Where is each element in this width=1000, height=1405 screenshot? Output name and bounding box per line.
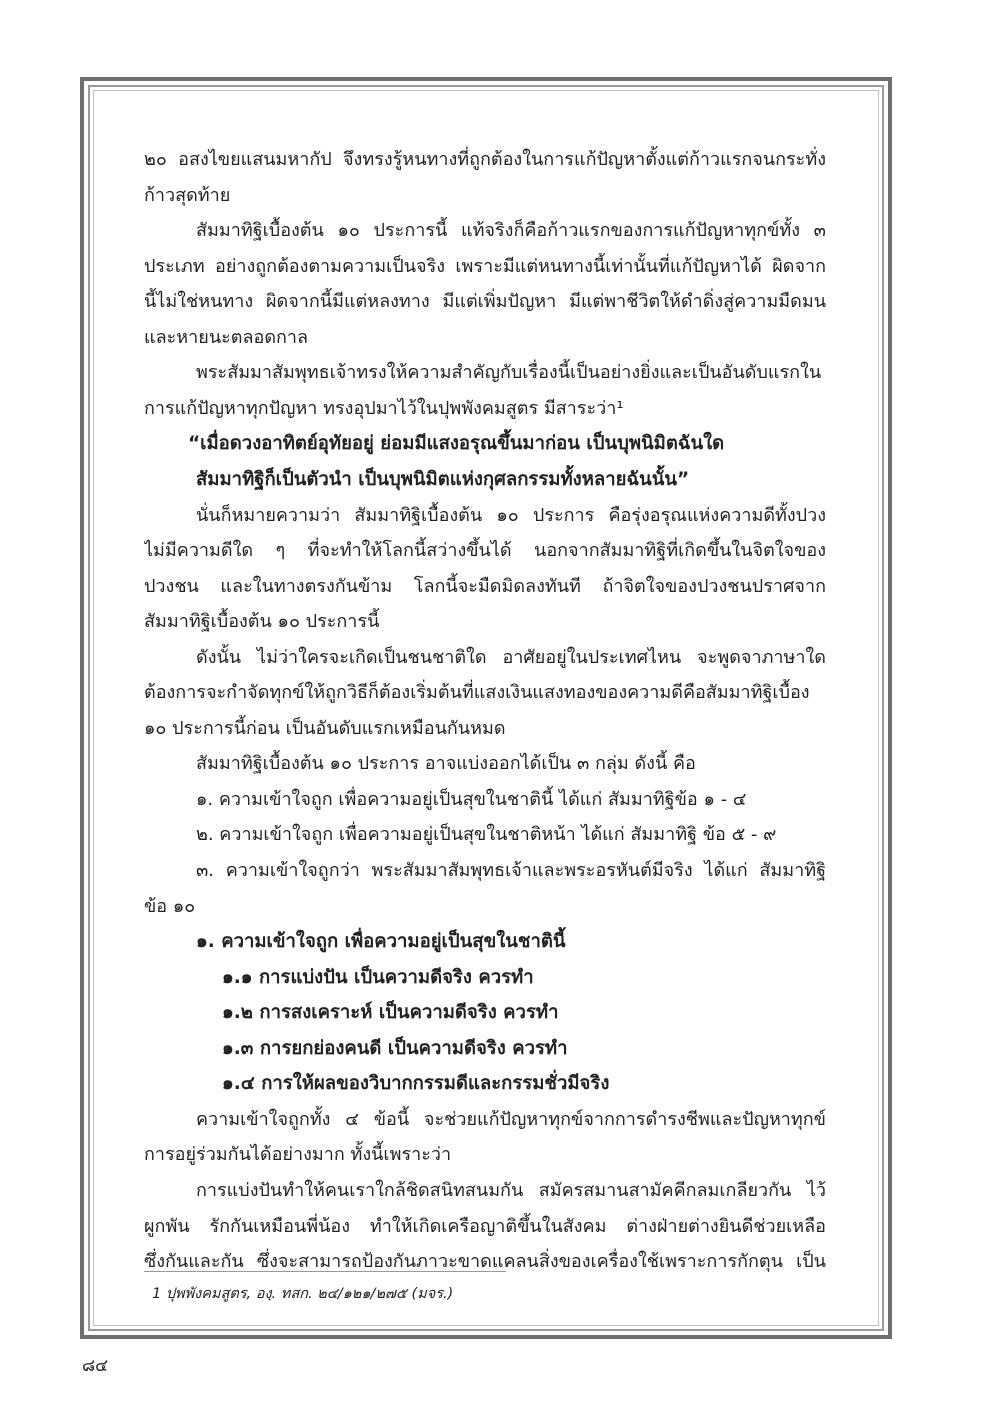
text-line: ๑.๔ การให้ผลของวิบากกรรมดีและกรรมชั่วมีจริง (222, 1073, 610, 1095)
text-line: ๑๐ ประการนี้ก่อน เป็นอันดับแรกเหมือนกันหมด (144, 717, 506, 739)
text-line: ๑. ความเข้าใจถูก เพื่อความอยู่เป็นสุขในชาตินี้ (196, 931, 566, 953)
page-number: ๘๔ (82, 1356, 108, 1376)
text-line: ๑.๓ การยกย่องคนดี เป็นความดีจริง ควรทำ (222, 1037, 568, 1059)
text-line: ๓. ความเข้าใจถูกว่า พระสัมมาสัมพุทธเจ้าและพระอรหันต์มีจริง ได้แก่ สัมมาทิฐิ (196, 860, 826, 881)
text-line: ไม่มีความดีใด ๆ ที่จะทำให้โลกนี้สว่างขึ้นได้ นอกจากสัมมาทิฐิที่เกิดขึ้นในจิตใจของ (144, 540, 826, 562)
text-line: “เมื่อดวงอาทิตย์อุทัยอยู่ ย่อมมีแสงอรุณขึ้นมาก่อน เป็นบุพนิมิตฉันใด (188, 433, 725, 455)
text-line: ซึ่งกันและกัน ซึ่งจะสามารถป้องกันภาวะขาดแคลนสิ่งของเครื่องใช้เพราะการกักตุน เป็น (144, 1251, 826, 1273)
text-line: การแบ่งปันทำให้คนเราใกล้ชิดสนิทสนมกัน สมัครสมานสามัคคีกลมเกลียวกัน ไว้ (196, 1179, 826, 1201)
text-line: ความเข้าใจถูกทั้ง ๔ ข้อนี้ จะช่วยแก้ปัญหาทุกข์จากการดำรงชีพและปัญหาทุกข์ (196, 1108, 826, 1130)
text-line: ๑.๑ การแบ่งปัน เป็นความดีจริง ควรทำ (222, 966, 534, 988)
text-line: สัมมาทิฐิเบื้องต้น ๑๐ ประการนี้ (144, 611, 380, 633)
text-line: การอยู่ร่วมกันได้อย่างมาก ทั้งนี้เพราะว่า (144, 1144, 452, 1166)
text-line: สัมมาทิฐิก็เป็นตัวนำ เป็นบุพนิมิตแห่งกุศลกรรมทั้งหลายฉันนั้น” (196, 468, 690, 490)
text-line: สัมมาทิฐิเบื้องต้น ๑๐ ประการ อาจแบ่งออกได้เป็น ๓ กลุ่ม ดังนี้ คือ (196, 753, 696, 775)
footnote: 1 ปุพพังคมสูตร, องฺ. ทสก. ๒๔/๑๒๑/๒๗๕ (มจร.) (152, 1286, 454, 1302)
text-line: ปวงชน และในทางตรงกันข้าม โลกนี้จะมืดมิดลงทันที ถ้าจิตใจของปวงชนปราศจาก (144, 575, 826, 597)
text-line: ต้องการจะกำจัดทุกข์ให้ถูกวิธีก็ต้องเริ่มต้นที่แสงเงินแสงทองของความดีคือสัมมาทิฐิเบื้อง (144, 682, 810, 704)
text-line: ๒. ความเข้าใจถูก เพื่อความอยู่เป็นสุขในชาติหน้า ได้แก่ สัมมาทิฐิ ข้อ ๕ - ๙ (196, 824, 777, 846)
text-line: การแก้ปัญหาทุกปัญหา ทรงอุปมาไว้ในปุพพังคมสูตร มีสาระว่า¹ (144, 397, 624, 419)
text-line: ประเภท อย่างถูกต้องตามความเป็นจริง เพราะมีแต่หนทางนี้เท่านั้นที่แก้ปัญหาได้ ผิดจาก (144, 255, 826, 277)
text-line: และหายนะตลอดกาล (144, 326, 309, 348)
text-line: ก้าวสุดท้าย (144, 184, 231, 206)
text-line: นี้ไม่ใช่หนทาง ผิดจากนี้มีแต่หลงทาง มีแต่เพิ่มปัญหา มีแต่พาชีวิตให้ดำดิ่งสู่ความมืดมน (144, 291, 826, 313)
text-line: ข้อ ๑๐ (144, 895, 196, 917)
footnote-divider (144, 1271, 506, 1272)
text-line: ๑.๒ การสงเคราะห์ เป็นความดีจริง ควรทำ (222, 1002, 559, 1024)
text-line: ๑. ความเข้าใจถูก เพื่อความอยู่เป็นสุขในชาตินี้ ได้แก่ สัมมาทิฐิข้อ ๑ - ๔ (196, 788, 747, 810)
text-line: สัมมาทิฐิเบื้องต้น ๑๐ ประการนี้ แท้จริงก็คือก้าวแรกของการแก้ปัญหาทุกข์ทั้ง ๓ (196, 220, 826, 242)
text-line: ๒๐ อสงไขยแสนมหากัป จึงทรงรู้หนทางที่ถูกต้องในการแก้ปัญหาตั้งแต่ก้าวแรกจนกระทั่ง (144, 149, 826, 170)
text-line: ดังนั้น ไม่ว่าใครจะเกิดเป็นชนชาติใด อาศัยอยู่ในประเทศไหน จะพูดจาภาษาใด (196, 646, 826, 668)
text-line: นั่นก็หมายความว่า สัมมาทิฐิเบื้องต้น ๑๐ ประการ คือรุ่งอรุณแห่งความดีทั้งปวง (196, 504, 826, 526)
text-line: พระสัมมาสัมพุทธเจ้าทรงให้ความสำคัญกับเรื่องนี้เป็นอย่างยิ่งและเป็นอันดับแรกใน (196, 362, 822, 384)
text-line: ผูกพัน รักกันเหมือนพี่น้อง ทำให้เกิดเครือญาติขึ้นในสังคม ต่างฝ่ายต่างยินดีช่วยเหลือ (144, 1215, 826, 1237)
